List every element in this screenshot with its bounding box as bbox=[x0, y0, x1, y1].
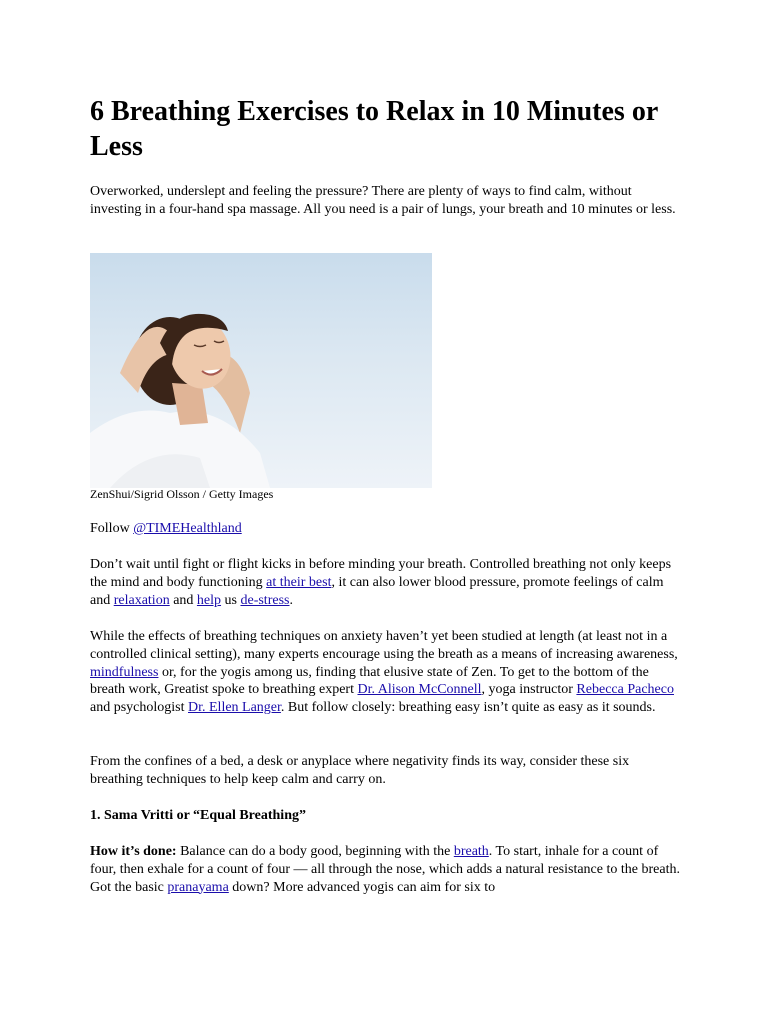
article-title: 6 Breathing Exercises to Relax in 10 Minutes or Less bbox=[90, 96, 658, 162]
article-photo bbox=[90, 253, 432, 488]
paragraph-controlled-breathing: Don’t wait until fight or flight kicks in before minding your breath. Controlled breathing not only keeps the mind and body functioning at their best, it can also lower blood pressure, promote feelings of calm and relaxation and help us de-stress. bbox=[90, 557, 672, 608]
paragraph-how-its-done: How it’s done: Balance can do a body good, beginning with the breath. To start, inhale for a count of four, then exhale for a count of four — all through the nose, which adds a natural resistance to the breath. Got the basic pranayama down? More advanced yogis can aim for six to bbox=[90, 844, 680, 895]
breath-link[interactable]: breath bbox=[453, 844, 489, 859]
pranayama-link[interactable]: pranayama bbox=[167, 879, 229, 895]
section-heading-equal-breathing: 1. Sama Vritti or “Equal Breathing” bbox=[90, 808, 306, 823]
timehealthland-link[interactable]: @TIMEHealthland bbox=[133, 521, 242, 536]
at-their-best-link[interactable]: at their best bbox=[266, 574, 332, 590]
ellen-langer-link[interactable]: Dr. Ellen Langer bbox=[188, 700, 281, 716]
woman-breathing-image bbox=[90, 253, 432, 488]
alison-mcconnell-link[interactable]: Dr. Alison McConnell bbox=[357, 682, 482, 698]
help-link[interactable]: help bbox=[196, 592, 222, 608]
de-stress-link[interactable]: de-stress bbox=[240, 592, 290, 608]
follow-line: Follow @TIMEHealthland bbox=[90, 521, 242, 536]
relaxation-link[interactable]: relaxation bbox=[113, 592, 170, 608]
paragraph-six-techniques: From the confines of a bed, a desk or anyplace where negativity finds its way, consider these six breathing techniques to help keep calm and carry on. bbox=[90, 754, 630, 787]
photo-caption: ZenShui/Sigrid Olsson / Getty Images bbox=[90, 487, 274, 501]
intro-paragraph: Overworked, underslept and feeling the pressure? There are plenty of ways to find calm, without investing in a four-hand spa massage. All you need is a pair of lungs, your breath and 10 minutes or less. bbox=[90, 184, 676, 217]
rebecca-pacheco-link[interactable]: Rebecca Pacheco bbox=[576, 682, 674, 698]
mindfulness-link[interactable]: mindfulness bbox=[90, 664, 159, 680]
paragraph-breathing-techniques: While the effects of breathing techniques on anxiety haven’t yet been studied at length (at least not in a controlled clinical setting), many experts encourage using the breath as a means of increasing awareness, mindfulness or, for the yogis among us, finding that elusive state of Zen. To get to the bottom of the breath work, Greatist spoke to breathing expert Dr. Alison McConnell, yoga instructor Rebecca Pacheco and psychologist Dr. Ellen Langer. But follow closely: breathing easy isn’t quite as easy as it sounds. bbox=[90, 629, 678, 716]
